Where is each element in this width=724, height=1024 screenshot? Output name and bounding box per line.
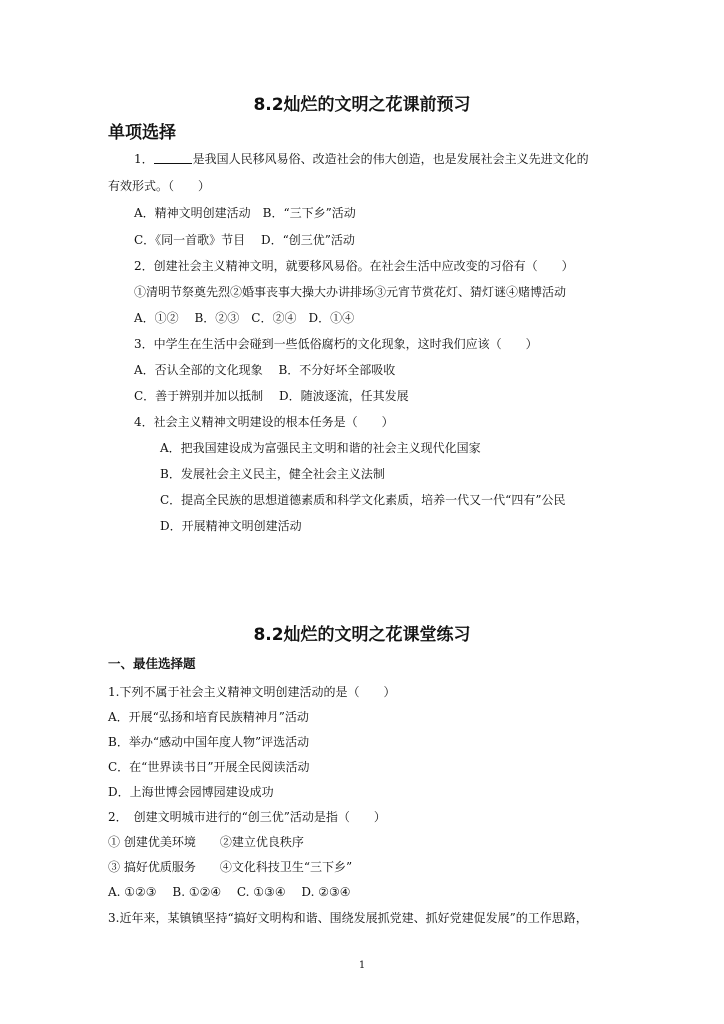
p2-q2-items-row1: ① 创建优美环境 ②建立优良秩序	[108, 835, 304, 849]
part1-section-heading: 单项选择	[108, 123, 176, 143]
p2-q1-option-c: C．在“世界读书日”开展全民阅读活动	[108, 760, 310, 774]
p2-q2-options: A. ①②③ B. ①②④ C. ①③④ D. ②③④	[108, 885, 351, 899]
p1-q1-options-ab: A．精神文明创建活动 B．“三下乡”活动	[134, 206, 356, 220]
p1-q3-options-cd: C．善于辨别并加以抵制 D．随波逐流，任其发展	[134, 389, 409, 403]
p1-q2-options: A．①② B．②③ C．②④ D．①④	[134, 311, 355, 325]
p1-q1-line2: 有效形式。（ ）	[108, 179, 211, 193]
p2-q1-stem: 1.下列不属于社会主义精神文明创建活动的是（ ）	[108, 685, 396, 699]
p2-q1-option-b: B．举办“感动中国年度人物”评选活动	[108, 735, 310, 749]
part1-title: 8.2灿烂的文明之花课前预习	[253, 95, 471, 115]
p2-q2-items-row2: ③ 搞好优质服务 ④文化科技卫生“三下乡”	[108, 860, 353, 874]
p1-q4-stem: 4．社会主义精神文明建设的根本任务是（ ）	[134, 415, 394, 429]
p1-q1-number: 1．	[134, 152, 154, 166]
p1-q4-option-b: B．发展社会主义民主，健全社会主义法制	[160, 467, 385, 481]
p1-q2-items: ①清明节祭奠先烈②婚事丧事大操大办讲排场③元宵节赏花灯、猜灯谜④赌博活动	[134, 285, 567, 299]
part2-title: 8.2灿烂的文明之花课堂练习	[253, 625, 471, 645]
p2-q1-option-a: A．开展“弘扬和培育民族精神月”活动	[108, 710, 309, 724]
p2-q2-stem: 2． 创建文明城市进行的“创三优”活动是指（ ）	[108, 810, 386, 824]
page-number: 1	[358, 960, 366, 971]
p1-q3-options-ab: A．否认全部的文化现象 B．不分好坏全部吸收	[134, 363, 396, 377]
p1-q2-stem: 2．创建社会主义精神文明，就要移风易俗。在社会生活中应改变的习俗有（ ）	[134, 259, 574, 273]
part2-section-heading: 一、最佳选择题	[108, 656, 196, 671]
p1-q1-options-cd: C．《同一首歌》节目 D．“创三优”活动	[134, 233, 355, 247]
p2-q3-stem: 3.近年来，某镇镇坚持“搞好文明构和谐、围绕发展抓党建、抓好党建促发展”的工作思路，	[108, 911, 588, 925]
p1-q3-stem: 3．中学生在生活中会碰到一些低俗腐朽的文化现象，这时我们应该（ ）	[134, 337, 538, 351]
p1-q1-line1	[134, 151, 589, 167]
p1-q4-option-a: A．把我国建设成为富强民主文明和谐的社会主义现代化国家	[160, 441, 481, 455]
p1-q4-option-c: C．提高全民族的思想道德素质和科学文化素质，培养一代又一代“四有”公民	[160, 493, 566, 507]
p2-q1-option-d: D．上海世博会园博园建设成功	[108, 785, 274, 799]
p1-q4-option-d: D．开展精神文明创建活动	[160, 519, 302, 533]
p1-q1-text: 是我国人民移风易俗、改造社会的伟大创造，也是发展社会主义先进文化的	[192, 152, 589, 166]
answer-blank	[154, 152, 192, 164]
